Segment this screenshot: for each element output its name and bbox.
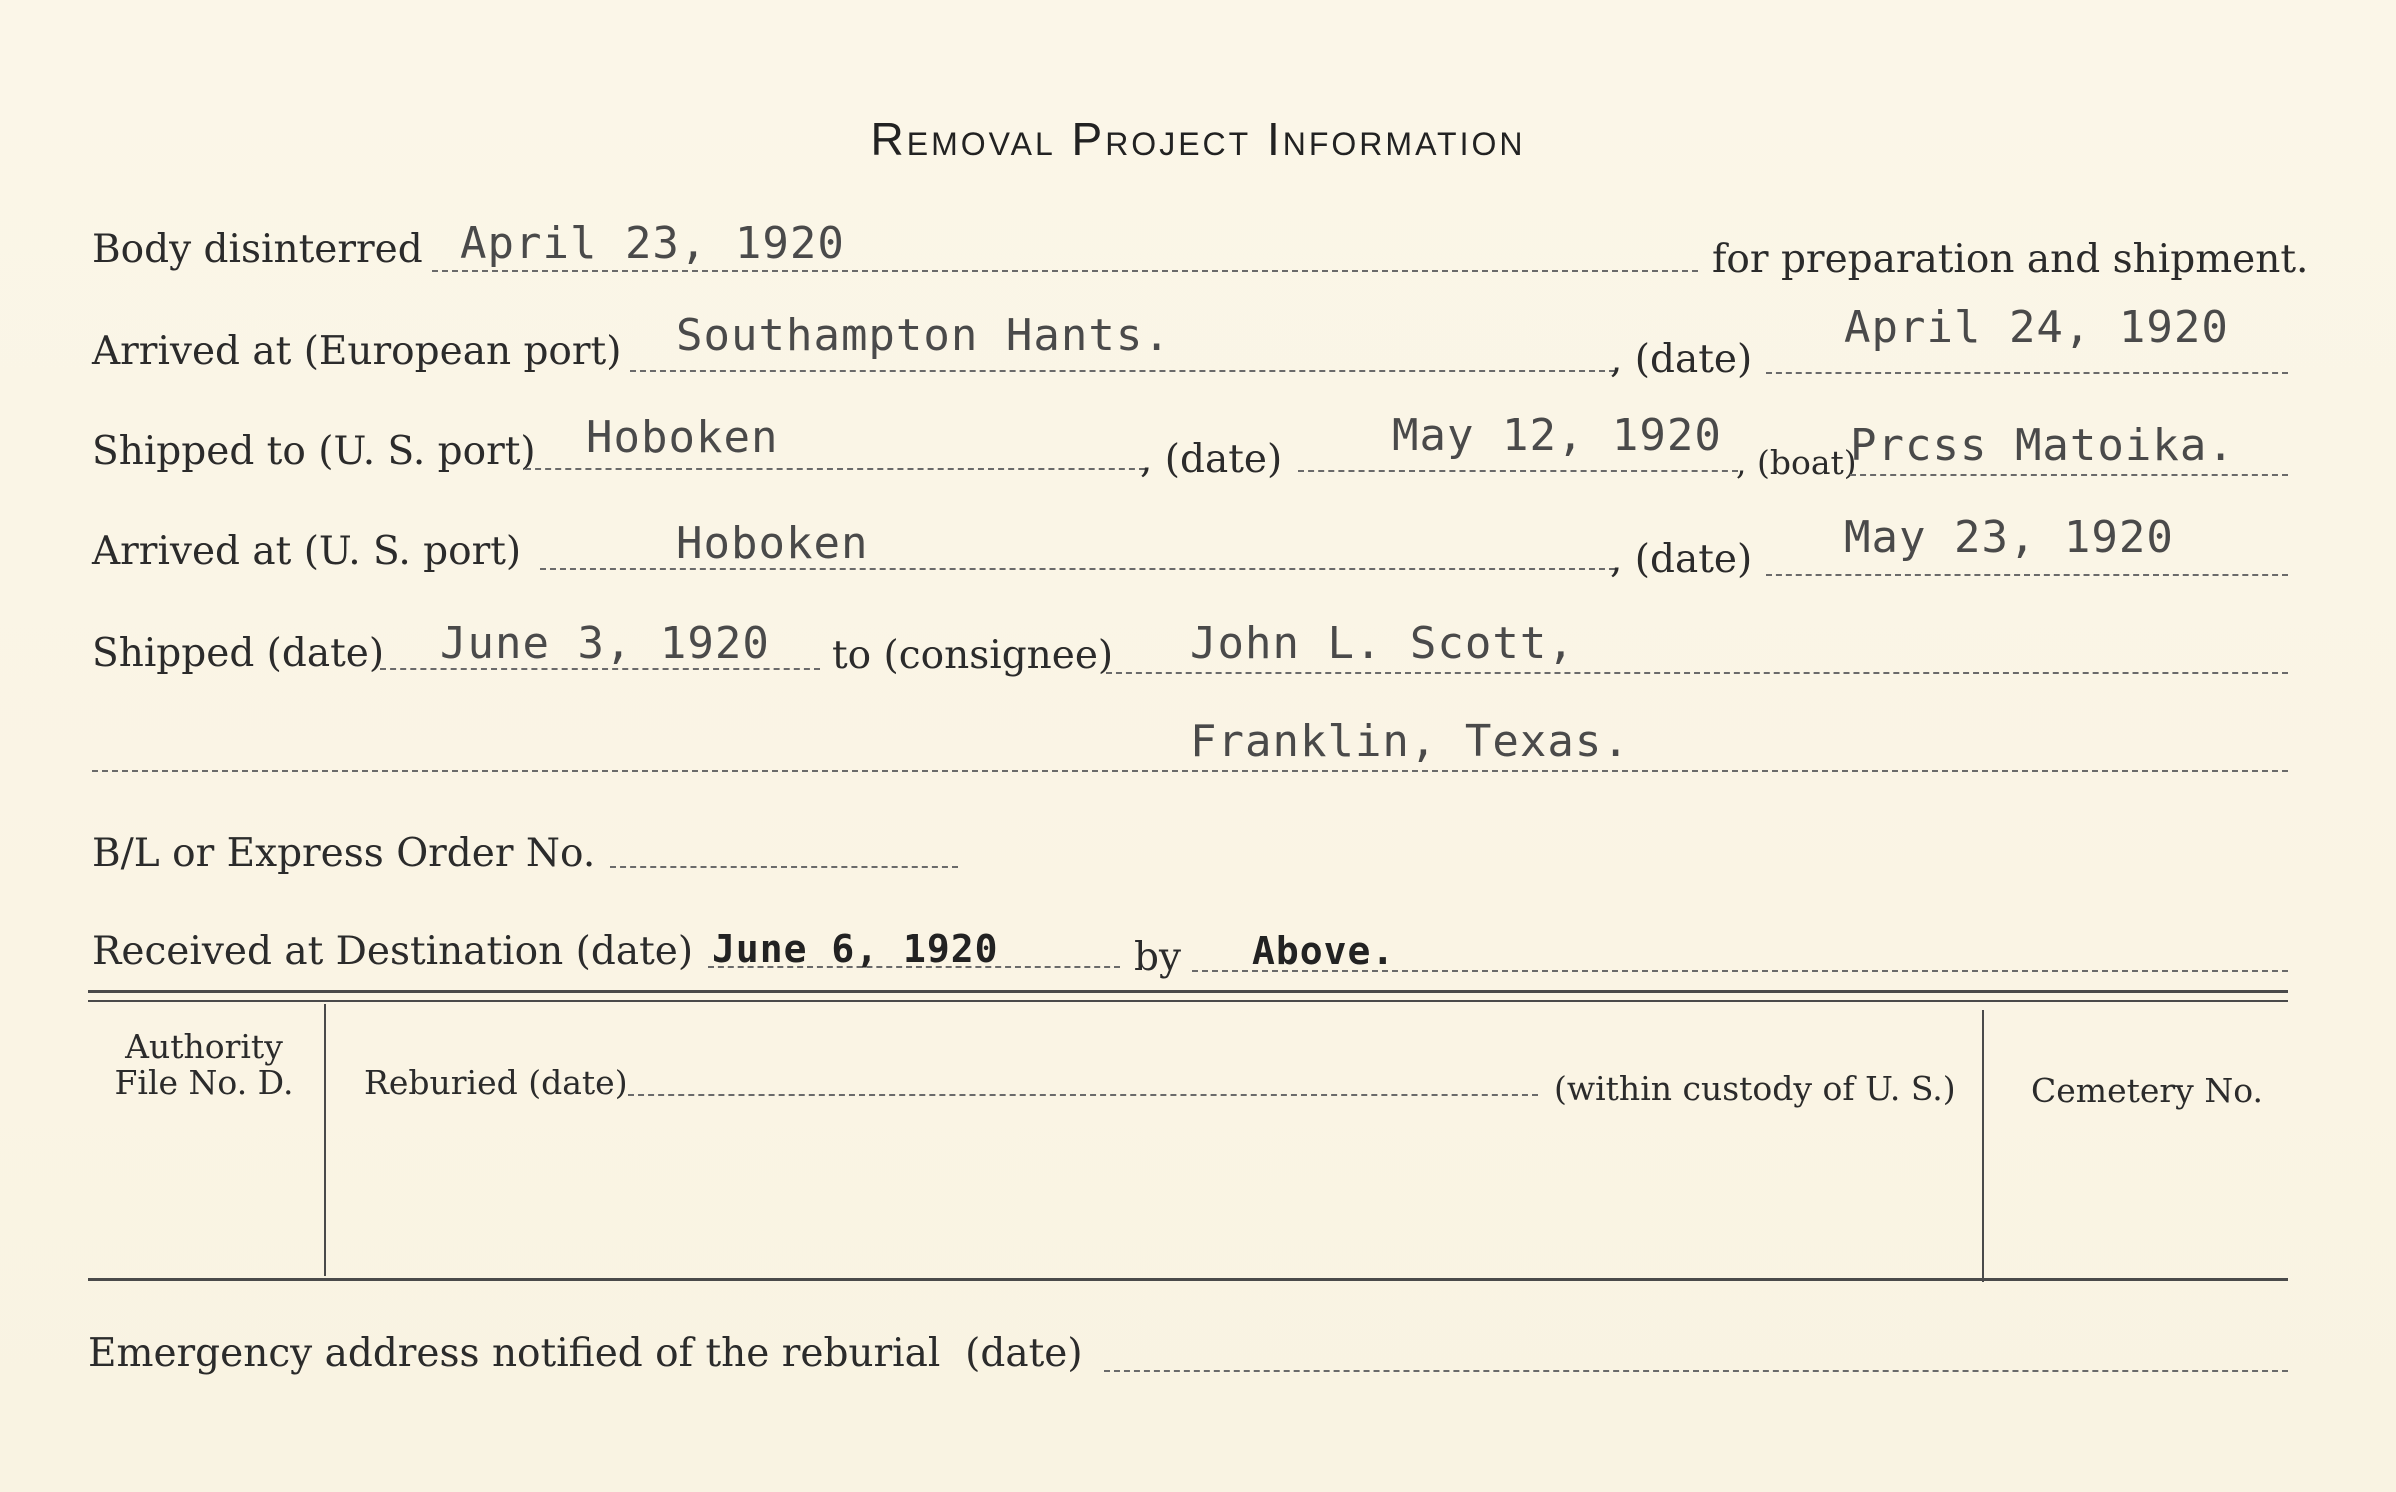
shipped-date-label: , (date)	[1140, 437, 1283, 482]
custody-label: (within custody of U. S.)	[1554, 1069, 1956, 1108]
arrived-date-line	[1766, 574, 2288, 576]
authority-label-1: Authority	[125, 1027, 283, 1066]
shipped-date2-value: June 3, 1920	[440, 618, 770, 669]
preparation-label: for preparation and shipment.	[1712, 237, 2309, 282]
body-disinterred-line	[432, 270, 1698, 272]
us-port-arrived-label: Arrived at (U. S. port)	[92, 529, 522, 574]
us-port-shipped-line	[525, 468, 1145, 470]
bl-order-line	[610, 866, 958, 868]
arrived-date-value: May 23, 1920	[1844, 512, 2174, 563]
body-disinterred-value: April 23, 1920	[460, 218, 845, 269]
consignee-line	[1106, 672, 2288, 674]
european-date-line	[1766, 372, 2288, 374]
european-date-label: , (date)	[1610, 337, 1753, 382]
table-divider-right	[1982, 1010, 1984, 1282]
consignee-address-line	[92, 770, 2288, 772]
us-port-arrived-value: Hoboken	[676, 518, 869, 569]
reburied-label: Reburied (date)	[364, 1063, 628, 1102]
reburied-line	[628, 1094, 1538, 1096]
cemetery-label: Cemetery No.	[2031, 1071, 2263, 1110]
body-disinterred-label: Body disinterred	[92, 227, 423, 272]
boat-label: , (boat)	[1736, 443, 1857, 482]
us-port-shipped-label: Shipped to (U. S. port)	[92, 429, 536, 474]
consignee-address-value: Franklin, Texas.	[1190, 716, 1630, 767]
emergency-line	[1104, 1370, 2288, 1372]
table-bottom-rule	[88, 1278, 2288, 1281]
boat-line	[1850, 474, 2288, 476]
european-date-value: April 24, 1920	[1844, 302, 2229, 353]
european-port-value: Southampton Hants.	[676, 310, 1171, 361]
arrived-date-label: , (date)	[1610, 537, 1753, 582]
shipped-date2-label: Shipped (date)	[92, 631, 385, 676]
received-by-value: Above.	[1252, 929, 1396, 973]
table-top-rule-2	[88, 1000, 2288, 1002]
received-label: Received at Destination (date)	[92, 929, 694, 974]
emergency-label: Emergency address notified of the reburial (date)	[88, 1331, 1083, 1376]
boat-value: Prcss Matoika.	[1850, 420, 2235, 471]
shipped-date-line	[1298, 470, 1738, 472]
consignee-label: to (consignee)	[832, 633, 1114, 678]
european-port-label: Arrived at (European port)	[92, 329, 622, 374]
consignee-value: John L. Scott,	[1190, 618, 1575, 669]
received-date-value: June 6, 1920	[712, 927, 999, 971]
page-title: Removal Project Information	[870, 113, 1526, 165]
authority-label-2: File No. D.	[114, 1063, 294, 1102]
table-divider-left	[324, 1004, 326, 1276]
bl-order-label: B/L or Express Order No.	[92, 831, 596, 876]
european-port-line	[630, 370, 1615, 372]
received-by-label: by	[1134, 935, 1181, 980]
us-port-shipped-value: Hoboken	[586, 412, 779, 463]
table-top-rule	[88, 990, 2288, 993]
shipped-date-value: May 12, 1920	[1392, 410, 1722, 461]
